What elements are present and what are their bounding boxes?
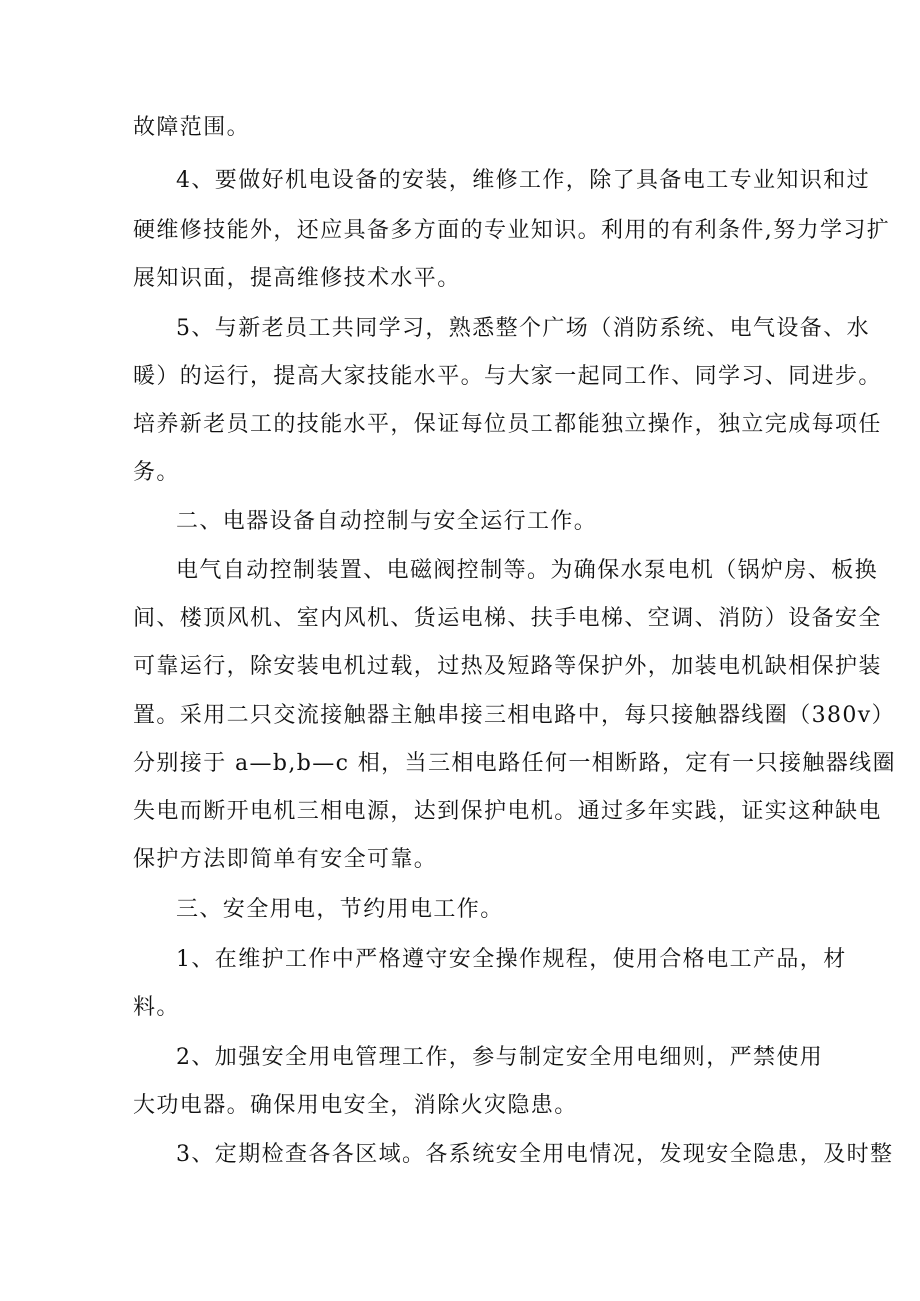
text-line: 3、定期检查各各区域。各系统安全用电情况，发现安全隐患，及时整: [176, 1142, 894, 1167]
text-line: 硬维修技能外，还应具备多方面的专业知识。利用的有利条件,努力学习扩: [133, 218, 891, 243]
text-line: 2、加强安全用电管理工作，参与制定安全用电细则，严禁使用: [176, 1045, 824, 1070]
text-line: 失电而断开电机三相电源，达到保护电机。通过多年实践，证实这种缺电: [133, 799, 882, 824]
text-line: 暖）的运行，提高大家技能水平。与大家一起同工作、同学习、同进步。: [133, 364, 882, 389]
text-line: 料。: [133, 995, 180, 1020]
text-line: 大功电器。确保用电安全，消除火灾隐患。: [133, 1093, 578, 1118]
text-line: 展知识面，提高维修技术水平。: [133, 266, 461, 291]
text-line: 可靠运行，除安装电机过载，过热及短路等保护外，加装电机缺相保护装: [133, 654, 882, 679]
text-line: 电气自动控制装置、电磁阀控制等。为确保水泵电机（锅炉房、板换: [176, 558, 879, 583]
text-line: 务。: [133, 460, 180, 485]
text-line: 故障范围。: [133, 115, 251, 140]
text-line: 4、要做好机电设备的安装，维修工作，除了具备电工专业知识和过: [176, 168, 870, 193]
text-line: 间、楼顶风机、室内风机、货运电梯、扶手电梯、空调、消防）设备安全: [133, 606, 882, 631]
text-line: 5、与新老员工共同学习，熟悉整个广场（消防系统、电气设备、水: [176, 316, 870, 341]
text-line: 置。采用二只交流接触器主触串接三相电路中，每只接触器线圈（380v）: [133, 703, 896, 728]
text-line: 1、在维护工作中严格遵守安全操作规程，使用合格电工产品，材: [176, 947, 847, 972]
section-heading: 二、电器设备自动控制与安全运行工作。: [176, 509, 598, 534]
text-line: 分别接于 a—b,b—c 相，当三相电路任何一相断路，定有一只接触器线圈: [133, 751, 896, 776]
section-heading: 三、安全用电，节约用电工作。: [176, 897, 504, 922]
text-line: 培养新老员工的技能水平，保证每位员工都能独立操作，独立完成每项任: [133, 412, 882, 437]
text-line: 保护方法即简单有安全可靠。: [133, 847, 438, 872]
